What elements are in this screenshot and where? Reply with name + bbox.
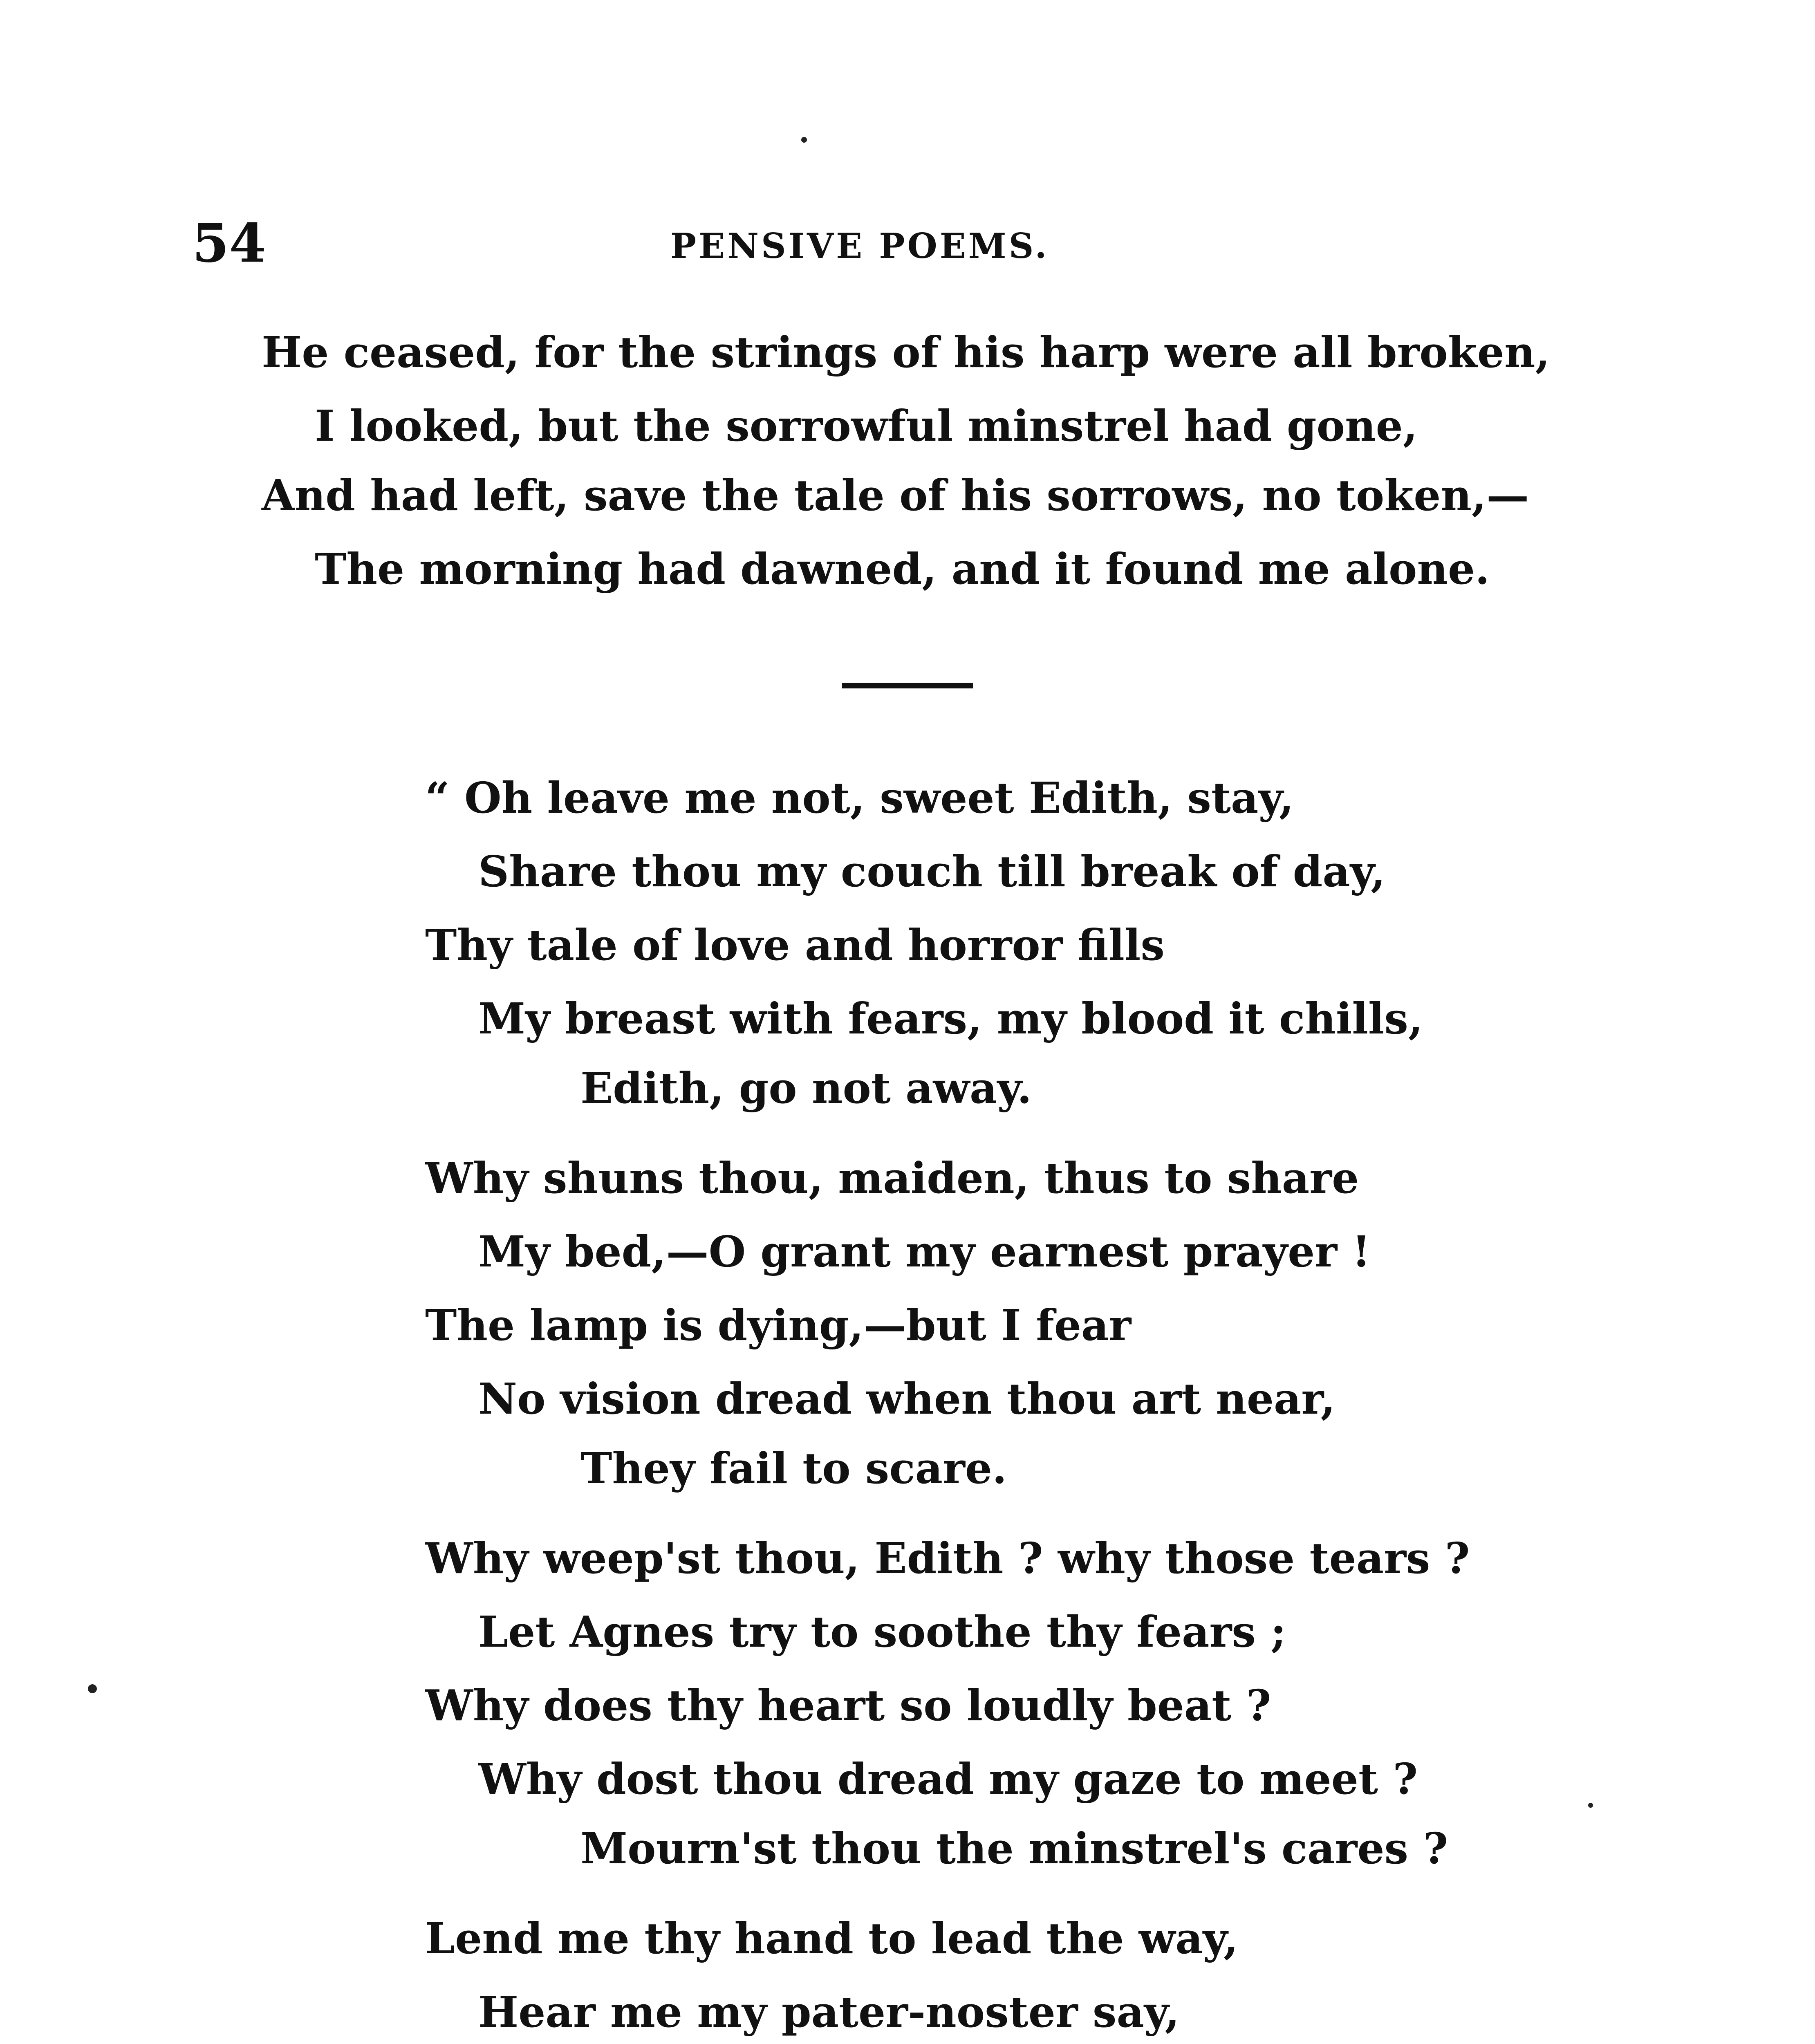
poem-line: I looked, but the sorrowful minstrel had gone, [315,401,1418,451]
running-title: PENSIVE POEMS. [670,226,1049,266]
ink-speck [88,1684,97,1693]
poem-line: Why shuns thou, maiden, thus to share [425,1153,1359,1203]
page-number: 54 [192,212,266,274]
poem-line: No vision dread when thou art near, [478,1374,1335,1424]
poem-line: They fail to scare. [580,1443,1007,1493]
ink-speck [801,137,807,143]
poem-line: Let Agnes try to soothe thy fears ; [478,1607,1286,1657]
poem-line: Mourn'st thou the minstrel's cares ? [580,1823,1448,1874]
poem-line: He ceased, for the strings of his harp were all broken, [262,327,1550,377]
poem-line: My breast with fears, my blood it chills, [478,993,1423,1044]
poem-line: Hear me my pater-noster say, [478,1987,1180,2037]
poem-line: “ Oh leave me not, sweet Edith, stay, [425,773,1294,823]
poem-line: And had left, save the tale of his sorrows, no token,— [262,470,1529,520]
poem-line: The lamp is dying,—but I fear [425,1300,1132,1350]
poem-line: Why does thy heart so loudly beat ? [425,1680,1271,1730]
poem-line: Why dost thou dread my gaze to meet ? [478,1754,1418,1804]
section-divider [842,683,973,688]
poem-line: The morning had dawned, and it found me alone. [315,544,1490,594]
poem-line: Edith, go not away. [580,1063,1032,1113]
poem-line: My bed,—O grant my earnest prayer ! [478,1226,1371,1277]
poem-line: Share thou my couch till break of day, [478,846,1386,896]
poem-line: Why weep'st thou, Edith ? why those tears ? [425,1533,1470,1583]
ink-speck [1588,1803,1593,1808]
poem-line: Lend me thy hand to lead the way, [425,1913,1239,1963]
poem-line: Thy tale of love and horror fills [425,920,1165,970]
